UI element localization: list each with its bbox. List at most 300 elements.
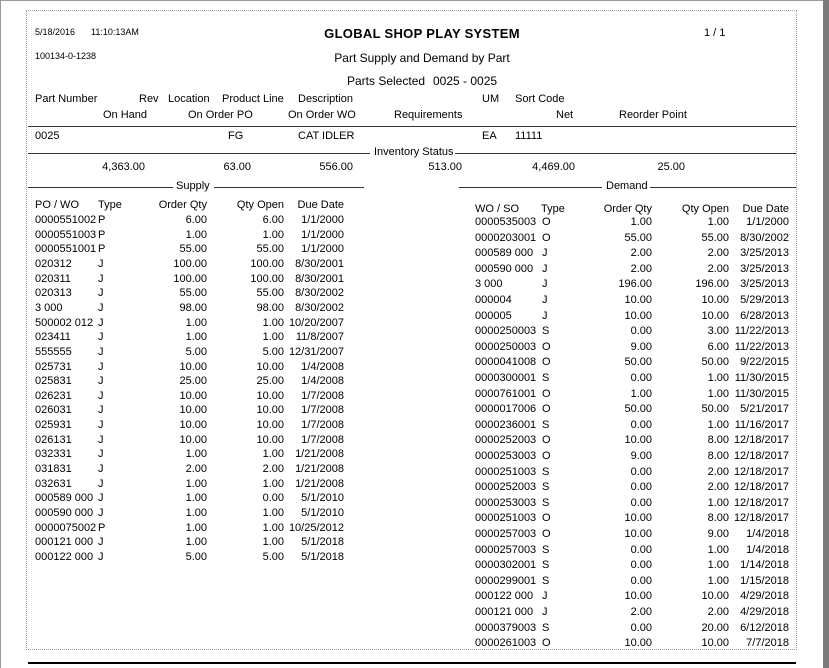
demand-cell-id: 0000252003 [475, 481, 537, 494]
demand-cell-qty: 50.00 [624, 403, 652, 416]
supply-cell-id: 032631 [35, 477, 72, 490]
page-bottom-rule [28, 662, 796, 664]
demand-cell-id: 0000257003 [475, 543, 537, 556]
supply-rule-right [214, 187, 364, 188]
demand-cell-type: S [542, 621, 550, 634]
supply-cell-due: 1/7/2008 [301, 389, 344, 402]
supply-cell-due: 5/1/2010 [301, 492, 344, 505]
demand-cell-qty: 0.00 [630, 496, 652, 509]
demand-cell-due: 12/18/2017 [733, 512, 789, 525]
supply-cell-id: 0000075002 [35, 521, 97, 534]
inventory-status-label: Inventory Status [374, 146, 454, 158]
demand-cell-id: 000005 [475, 309, 512, 322]
supply-cell-due: 12/31/2007 [288, 345, 344, 358]
supply-cell-id: 000589 000 [35, 492, 94, 505]
supply-cell-id: 0000551003 [35, 228, 97, 241]
demand-cell-type: O [542, 387, 551, 400]
demand-cell-id: 000004 [475, 294, 512, 306]
demand-cell-type: J [542, 262, 548, 275]
demand-cell-open: 10.00 [701, 590, 729, 603]
demand-cell-open: 55.00 [701, 231, 729, 244]
demand-cell-qty: 0.00 [630, 372, 652, 384]
supply-cell-open: 2.00 [262, 463, 284, 476]
supply-col-id: PO / WO [35, 199, 79, 211]
demand-cell-id: 0000041008 [475, 356, 537, 369]
supply-cell-type: J [98, 550, 104, 563]
demand-cell-type: S [542, 496, 550, 509]
supply-cell-open: 1.00 [262, 316, 284, 329]
supply-cell-qty: 25.00 [179, 375, 207, 388]
demand-cell-type: S [542, 559, 550, 572]
report-subtitle: Part Supply and Demand by Part [334, 51, 510, 65]
supply-cell-open: 55.00 [256, 243, 284, 256]
supply-cell-type: J [98, 404, 104, 417]
demand-cell-id: 0000252003 [475, 434, 537, 447]
supply-cell-type: P [98, 228, 106, 241]
demand-cell-due: 8/30/2002 [740, 231, 789, 244]
supply-cell-qty: 10.00 [179, 389, 207, 402]
demand-cell-open: 2.00 [707, 481, 729, 494]
supply-rule-left [28, 187, 173, 188]
supply-cell-id: 500002 012 [35, 316, 94, 329]
supply-cell-due: 10/20/2007 [288, 316, 344, 329]
demand-cell-due: 11/22/2013 [734, 325, 789, 338]
description-value: CAT IDLER [298, 130, 355, 142]
col-reorder-point: Reorder Point [619, 109, 687, 121]
col-on-order-po: On Order PO [188, 109, 253, 121]
supply-cell-open: 10.00 [256, 404, 284, 417]
supply-cell-type: J [98, 272, 104, 285]
demand-cell-type: S [542, 481, 550, 494]
demand-cell-qty: 10.00 [624, 434, 652, 447]
supply-cell-due: 5/1/2018 [301, 550, 344, 563]
supply-cell-open: 55.00 [256, 287, 284, 300]
inventory-net: 4,469.00 [532, 161, 575, 173]
supply-cell-id: 0000551002 [35, 214, 97, 226]
demand-cell-id: 000122 000 [475, 590, 534, 603]
demand-cell-due: 3/25/2013 [740, 262, 789, 275]
supply-cell-type: J [98, 360, 104, 373]
col-net: Net [556, 109, 574, 121]
supply-cell-due: 8/30/2002 [295, 287, 344, 300]
demand-cell-id: 0000203001 [475, 231, 537, 244]
demand-cell-qty: 0.00 [630, 559, 652, 572]
supply-cell-qty: 2.00 [185, 463, 207, 476]
supply-cell-qty: 10.00 [179, 433, 207, 446]
demand-cell-open: 8.00 [707, 450, 729, 462]
supply-cell-type: J [98, 536, 104, 549]
demand-cell-open: 2.00 [707, 262, 729, 275]
supply-cell-id: 025731 [35, 360, 72, 373]
demand-cell-due: 1/4/2018 [746, 528, 789, 540]
demand-cell-id: 0000300001 [475, 372, 537, 384]
demand-cell-open: 1.00 [707, 216, 729, 228]
demand-cell-id: 000590 000 [475, 262, 534, 275]
demand-cell-id: 000589 000 [475, 247, 534, 260]
supply-cell-qty: 10.00 [179, 404, 207, 417]
demand-cell-due: 3/25/2013 [740, 247, 789, 260]
inventory-rule-left [28, 153, 370, 154]
col-rev: Rev [139, 93, 159, 105]
col-um: UM [482, 93, 500, 105]
demand-cell-open: 2.00 [707, 247, 729, 260]
supply-cell-qty: 10.00 [179, 419, 207, 432]
demand-rule-right [650, 187, 796, 188]
print-date: 5/18/2016 [35, 27, 76, 37]
demand-cell-qty: 2.00 [630, 606, 652, 618]
supply-cell-id: 020312 [35, 257, 72, 270]
supply-cell-id: 031831 [35, 463, 72, 476]
sort-code-value: 11111 [515, 130, 543, 142]
supply-cell-id: 000122 000 [35, 550, 94, 563]
supply-cell-id: 000590 000 [35, 507, 94, 519]
supply-cell-type: J [98, 463, 104, 476]
demand-cell-due: 12/18/2017 [733, 496, 789, 509]
demand-cell-qty: 9.00 [630, 450, 652, 462]
demand-cell-due: 5/21/2017 [740, 403, 789, 416]
demand-cell-id: 0000251003 [475, 465, 537, 478]
supply-col-open: Qty Open [236, 199, 284, 211]
demand-col-due: Due Date [742, 203, 789, 215]
supply-cell-open: 98.00 [256, 301, 284, 314]
demand-cell-open: 10.00 [701, 294, 729, 306]
demand-cell-due: 3/25/2013 [740, 278, 789, 291]
col-sort-code: Sort Code [515, 93, 565, 105]
supply-cell-open: 100.00 [250, 257, 284, 270]
demand-cell-open: 1.00 [707, 543, 729, 556]
demand-cell-due: 11/30/2015 [734, 372, 789, 384]
demand-cell-type: J [542, 606, 548, 618]
demand-cell-type: S [542, 543, 550, 556]
demand-cell-qty: 196.00 [618, 278, 652, 291]
supply-cell-due: 1/21/2008 [295, 477, 344, 490]
supply-cell-qty: 100.00 [173, 257, 207, 270]
demand-cell-qty: 50.00 [624, 356, 652, 369]
demand-cell-open: 8.00 [707, 434, 729, 447]
demand-cell-open: 1.00 [707, 372, 729, 384]
demand-cell-open: 8.00 [707, 512, 729, 525]
supply-cell-type: J [98, 316, 104, 329]
supply-cell-due: 5/1/2010 [301, 507, 344, 519]
supply-cell-type: P [98, 521, 106, 534]
demand-cell-type: O [542, 340, 551, 353]
supply-cell-open: 1.00 [262, 507, 284, 519]
demand-cell-qty: 10.00 [624, 294, 652, 306]
demand-cell-type: J [542, 590, 548, 603]
parts-selected-range: 0025 - 0025 [433, 74, 498, 88]
col-product-line: Product Line [222, 93, 284, 105]
supply-cell-type: J [98, 507, 104, 519]
supply-cell-qty: 1.00 [185, 536, 207, 549]
demand-cell-qty: 0.00 [630, 325, 652, 338]
col-on-hand: On Hand [103, 109, 148, 121]
demand-cell-qty: 2.00 [630, 247, 652, 260]
supply-cell-qty: 100.00 [173, 272, 207, 285]
supply-cell-type: J [98, 492, 104, 505]
supply-col-qty: Order Qty [158, 199, 207, 211]
demand-cell-qty: 10.00 [624, 590, 652, 603]
demand-cell-due: 11/22/2013 [734, 340, 789, 353]
col-location: Location [168, 93, 210, 105]
supply-label: Supply [176, 180, 210, 192]
supply-cell-qty: 1.00 [185, 477, 207, 490]
page-number: 1 / 1 [704, 27, 726, 39]
demand-cell-id: 0000017006 [475, 403, 537, 416]
demand-cell-qty: 2.00 [630, 262, 652, 275]
supply-cell-open: 10.00 [256, 433, 284, 446]
demand-cell-open: 20.00 [701, 621, 729, 634]
demand-cell-type: O [542, 528, 551, 540]
demand-cell-open: 1.00 [707, 387, 729, 400]
demand-cell-due: 4/29/2018 [740, 606, 789, 618]
supply-cell-due: 8/30/2002 [295, 301, 344, 314]
header-divider [28, 126, 796, 127]
demand-cell-open: 2.00 [707, 465, 729, 478]
demand-cell-qty: 0.00 [630, 465, 652, 478]
supply-cell-type: J [98, 287, 104, 300]
supply-cell-open: 5.00 [262, 345, 284, 358]
demand-cell-type: S [542, 574, 550, 587]
um-value: EA [482, 130, 497, 142]
demand-cell-id: 0000253003 [475, 496, 537, 509]
supply-cell-type: J [98, 477, 104, 490]
supply-cell-due: 1/7/2008 [301, 433, 344, 446]
demand-cell-due: 6/28/2013 [740, 309, 789, 322]
supply-cell-open: 10.00 [256, 419, 284, 432]
supply-cell-due: 1/1/2000 [301, 243, 344, 256]
demand-cell-type: O [542, 403, 551, 416]
supply-cell-qty: 1.00 [185, 316, 207, 329]
demand-cell-type: J [542, 309, 548, 322]
demand-cell-due: 7/7/2018 [746, 637, 789, 650]
demand-cell-open: 1.00 [707, 418, 729, 431]
supply-cell-qty: 5.00 [185, 550, 207, 563]
demand-cell-id: 0000251003 [475, 512, 537, 525]
supply-cell-type: J [98, 301, 104, 314]
demand-cell-due: 9/22/2015 [740, 356, 789, 369]
demand-cell-type: S [542, 325, 550, 338]
demand-cell-open: 196.00 [695, 278, 729, 291]
supply-cell-open: 1.00 [262, 228, 284, 241]
demand-cell-due: 12/18/2017 [733, 465, 789, 478]
supply-cell-due: 1/1/2000 [301, 228, 344, 241]
part-number-value: 0025 [35, 130, 60, 142]
demand-cell-open: 1.00 [707, 496, 729, 509]
print-time: 11:10:13AM [91, 27, 139, 37]
supply-cell-type: J [98, 257, 104, 270]
demand-label: Demand [606, 180, 648, 192]
supply-cell-id: 0000551001 [35, 243, 97, 256]
supply-cell-open: 10.00 [256, 389, 284, 402]
demand-cell-open: 10.00 [701, 637, 729, 650]
demand-cell-id: 0000302001 [475, 559, 537, 572]
demand-cell-id: 0000379003 [475, 621, 537, 634]
inventory-rule-right [455, 153, 796, 154]
demand-cell-open: 10.00 [701, 309, 729, 322]
report-title: GLOBAL SHOP PLAY SYSTEM [324, 26, 520, 41]
demand-cell-qty: 55.00 [624, 231, 652, 244]
col-requirements: Requirements [394, 109, 463, 121]
demand-cell-type: J [542, 247, 548, 260]
supply-cell-qty: 1.00 [185, 521, 207, 534]
supply-cell-open: 1.00 [262, 331, 284, 344]
supply-cell-qty: 1.00 [185, 492, 207, 505]
demand-cell-type: O [542, 231, 551, 244]
supply-cell-open: 25.00 [256, 375, 284, 388]
demand-cell-due: 1/15/2018 [740, 574, 789, 587]
demand-cell-id: 000121 000 [475, 606, 534, 618]
supply-cell-open: 10.00 [256, 360, 284, 373]
supply-cell-id: 020313 [35, 287, 72, 300]
demand-cell-id: 0000299001 [475, 574, 537, 587]
supply-cell-type: P [98, 214, 106, 226]
demand-cell-due: 6/12/2018 [740, 621, 789, 634]
demand-cell-type: J [542, 294, 548, 306]
demand-cell-due: 4/29/2018 [740, 590, 789, 603]
demand-cell-id: 0000761001 [475, 387, 537, 400]
demand-cell-due: 11/30/2015 [734, 387, 789, 400]
supply-cell-due: 1/21/2008 [295, 448, 344, 461]
supply-cell-qty: 6.00 [185, 214, 207, 226]
demand-cell-id: 0000250003 [475, 340, 537, 353]
supply-cell-open: 1.00 [262, 536, 284, 549]
demand-cell-qty: 0.00 [630, 621, 652, 634]
supply-cell-open: 1.00 [262, 448, 284, 461]
demand-cell-type: O [542, 434, 551, 447]
demand-cell-open: 6.00 [707, 340, 729, 353]
supply-cell-due: 10/25/2012 [288, 521, 344, 534]
supply-cell-open: 1.00 [262, 477, 284, 490]
supply-cell-type: J [98, 448, 104, 461]
demand-cell-due: 12/18/2017 [733, 481, 789, 494]
demand-cell-type: S [542, 418, 550, 431]
demand-cell-due: 5/29/2013 [740, 294, 789, 306]
supply-cell-id: 025931 [35, 419, 72, 432]
demand-cell-id: 0000535003 [475, 216, 537, 228]
demand-cell-qty: 10.00 [624, 528, 652, 540]
demand-cell-qty: 1.00 [630, 387, 652, 400]
supply-cell-qty: 98.00 [179, 301, 207, 314]
page-shadow [823, 0, 829, 668]
supply-cell-due: 5/1/2018 [301, 536, 344, 549]
demand-col-open: Qty Open [681, 203, 729, 215]
col-description: Description [298, 93, 354, 105]
demand-col-id: WO / SO [475, 203, 519, 215]
supply-cell-open: 6.00 [262, 214, 284, 226]
demand-cell-open: 9.00 [707, 528, 729, 540]
demand-cell-qty: 0.00 [630, 543, 652, 556]
supply-cell-id: 000121 000 [35, 536, 94, 549]
supply-cell-id: 023411 [35, 331, 71, 344]
inventory-on-hand: 4,363.00 [102, 161, 145, 173]
product-line-value: FG [228, 130, 244, 142]
demand-cell-open: 2.00 [707, 606, 729, 618]
demand-cell-id: 3 000 [475, 278, 503, 291]
supply-col-type: Type [98, 199, 122, 211]
supply-cell-qty: 1.00 [185, 448, 207, 461]
supply-cell-id: 025831 [35, 375, 72, 388]
supply-cell-id: 3 000 [35, 301, 63, 314]
supply-cell-id: 026131 [35, 433, 72, 446]
supply-cell-open: 1.00 [262, 521, 284, 534]
demand-cell-open: 1.00 [707, 574, 729, 587]
supply-cell-qty: 1.00 [185, 228, 207, 241]
inventory-requirements: 513.00 [428, 161, 462, 173]
supply-cell-due: 1/1/2000 [301, 214, 344, 226]
supply-cell-qty: 10.00 [179, 360, 207, 373]
supply-cell-qty: 5.00 [185, 345, 207, 358]
parts-selected-label: Parts Selected [347, 74, 426, 88]
supply-cell-id: 026231 [35, 389, 72, 402]
inventory-reorder-point: 25.00 [657, 161, 685, 173]
demand-cell-open: 50.00 [701, 356, 729, 369]
demand-col-qty: Order Qty [603, 203, 652, 215]
supply-cell-type: J [98, 345, 104, 358]
supply-cell-qty: 55.00 [179, 287, 207, 300]
supply-cell-id: 026031 [35, 404, 72, 417]
demand-cell-open: 50.00 [701, 403, 729, 416]
demand-cell-qty: 9.00 [630, 340, 652, 353]
demand-cell-id: 0000236001 [475, 418, 537, 431]
supply-cell-id: 020311 [35, 272, 71, 285]
supply-cell-due: 11/8/2007 [295, 331, 344, 344]
supply-cell-qty: 1.00 [185, 331, 207, 344]
demand-col-type: Type [541, 203, 565, 215]
inventory-on-order-wo: 556.00 [319, 161, 353, 173]
supply-cell-due: 8/30/2001 [295, 272, 344, 285]
col-on-order-wo: On Order WO [288, 109, 356, 121]
supply-cell-due: 1/4/2008 [301, 360, 344, 373]
demand-cell-due: 12/18/2017 [733, 434, 789, 447]
demand-cell-type: O [542, 450, 551, 462]
supply-cell-type: J [98, 419, 104, 432]
demand-cell-qty: 0.00 [630, 574, 652, 587]
supply-cell-qty: 55.00 [179, 243, 207, 256]
supply-col-due: Due Date [297, 199, 344, 211]
demand-cell-id: 0000250003 [475, 325, 537, 338]
demand-cell-due: 12/18/2017 [733, 450, 789, 462]
supply-cell-open: 5.00 [262, 550, 284, 563]
supply-cell-open: 0.00 [262, 492, 284, 505]
demand-cell-open: 1.00 [707, 559, 729, 572]
supply-cell-due: 1/7/2008 [301, 419, 344, 432]
demand-cell-id: 0000253003 [475, 450, 537, 462]
demand-rule-left [459, 187, 602, 188]
inventory-on-order-po: 63.00 [223, 161, 251, 173]
demand-cell-type: S [542, 465, 550, 478]
demand-cell-due: 1/4/2018 [746, 543, 789, 556]
report-id: 100134-0-1238 [35, 51, 97, 61]
supply-cell-id: 032331 [35, 448, 72, 461]
supply-cell-due: 8/30/2001 [295, 257, 344, 270]
supply-cell-type: P [98, 243, 106, 256]
demand-cell-qty: 10.00 [624, 309, 652, 322]
demand-cell-type: O [542, 356, 551, 369]
supply-cell-due: 1/7/2008 [301, 404, 344, 417]
demand-cell-due: 1/1/2000 [746, 216, 789, 228]
supply-cell-due: 1/4/2008 [301, 375, 344, 388]
col-part-number: Part Number [35, 93, 98, 105]
demand-cell-qty: 1.00 [630, 216, 652, 228]
demand-cell-due: 11/16/2017 [734, 418, 789, 431]
demand-cell-id: 0000261003 [475, 637, 537, 650]
demand-cell-open: 3.00 [707, 325, 729, 338]
supply-cell-type: J [98, 389, 104, 402]
supply-cell-type: J [98, 375, 104, 388]
demand-cell-qty: 0.00 [630, 418, 652, 431]
supply-cell-type: J [98, 331, 104, 344]
supply-cell-id: 555555 [35, 345, 72, 358]
